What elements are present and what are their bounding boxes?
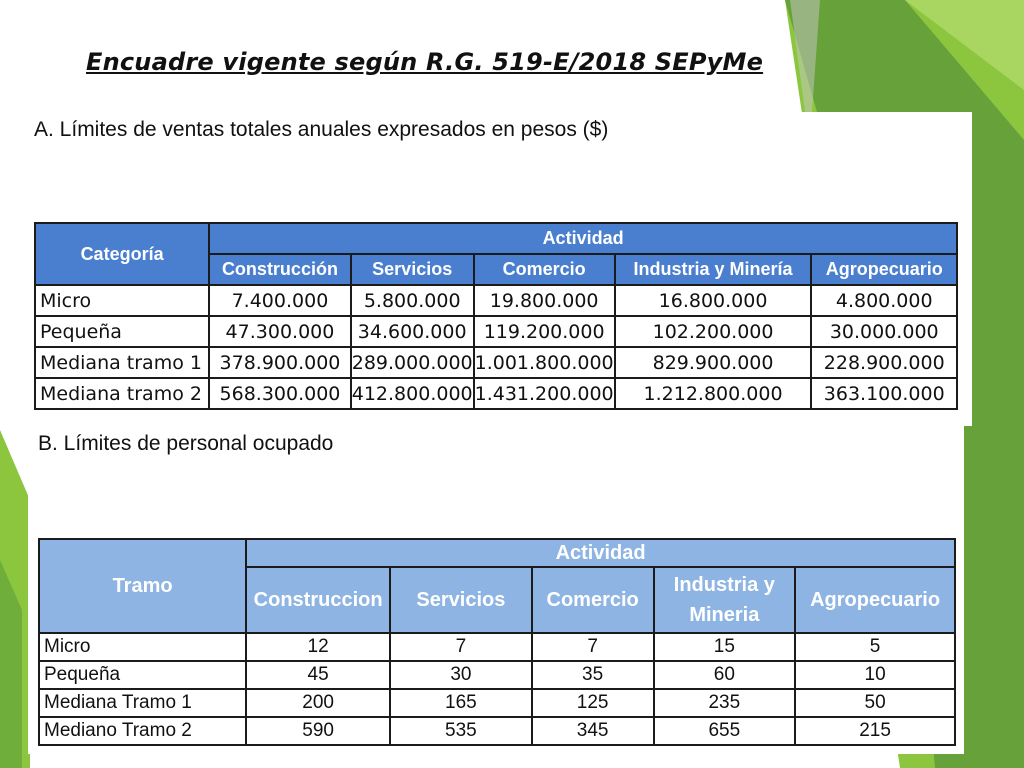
column-header: Servicios xyxy=(351,254,474,285)
column-header: Comercio xyxy=(474,254,615,285)
table-cell: 30.000.000 xyxy=(811,316,957,347)
tramo-header: Tramo xyxy=(39,539,246,633)
table-cell: 590 xyxy=(246,717,390,745)
table-cell: 1.001.800.000 xyxy=(474,347,615,378)
table-cell: 655 xyxy=(654,717,796,745)
table-row xyxy=(35,285,957,316)
table-cell: 125 xyxy=(532,689,654,717)
table-row xyxy=(39,717,955,745)
table-cell: 412.800.000 xyxy=(351,378,474,409)
table-cell: 289.000.000 xyxy=(351,347,474,378)
row-label: Mediano Tramo 2 xyxy=(39,717,246,745)
table-cell: 7 xyxy=(532,633,654,661)
row-label: Micro xyxy=(35,285,209,316)
column-header: Construccion xyxy=(246,567,390,633)
row-label: Pequeña xyxy=(39,661,246,689)
column-header: Industria y Mineria xyxy=(654,567,796,633)
table-cell: 1.212.800.000 xyxy=(615,378,812,409)
table-row xyxy=(39,661,955,689)
column-header: Agropecuario xyxy=(811,254,957,285)
table-cell: 30 xyxy=(390,661,532,689)
table-cell: 378.900.000 xyxy=(209,347,351,378)
table-cell: 50 xyxy=(795,689,955,717)
table-row xyxy=(35,347,957,378)
table-cell: 5.800.000 xyxy=(351,285,474,316)
column-header: Agropecuario xyxy=(795,567,955,633)
row-label: Mediana tramo 2 xyxy=(35,378,209,409)
table-cell: 19.800.000 xyxy=(474,285,615,316)
slide-title: Encuadre vigente según R.G. 519-E/2018 SEPyMe xyxy=(86,48,764,76)
row-label: Micro xyxy=(39,633,246,661)
table-cell: 200 xyxy=(246,689,390,717)
category-header: Categoría xyxy=(35,223,209,285)
table-cell: 535 xyxy=(390,717,532,745)
table-cell: 45 xyxy=(246,661,390,689)
row-label: Mediana tramo 1 xyxy=(35,347,209,378)
table-row xyxy=(35,378,957,409)
table-cell: 345 xyxy=(532,717,654,745)
table-cell: 235 xyxy=(654,689,796,717)
table-cell: 47.300.000 xyxy=(209,316,351,347)
table-cell: 15 xyxy=(654,633,796,661)
table-cell: 228.900.000 xyxy=(811,347,957,378)
table-cell: 7.400.000 xyxy=(209,285,351,316)
sales-limits-table xyxy=(34,222,958,410)
table-cell: 215 xyxy=(795,717,955,745)
table-cell: 1.431.200.000 xyxy=(474,378,615,409)
table-cell: 10 xyxy=(795,661,955,689)
table-cell: 4.800.000 xyxy=(811,285,957,316)
table-row xyxy=(39,633,955,661)
table-cell: 119.200.000 xyxy=(474,316,615,347)
table-cell: 829.900.000 xyxy=(615,347,812,378)
table-cell: 363.100.000 xyxy=(811,378,957,409)
sales-limits-heading: A. Límites de ventas totales anuales expresados en pesos ($) xyxy=(34,118,609,141)
activity-group-header: Actividad xyxy=(209,223,957,254)
column-header: Industria y Minería xyxy=(615,254,812,285)
row-label: Pequeña xyxy=(35,316,209,347)
activity-group-header: Actividad xyxy=(246,539,955,567)
table-row xyxy=(35,316,957,347)
table-cell: 102.200.000 xyxy=(615,316,812,347)
column-header: Servicios xyxy=(390,567,532,633)
table-cell: 35 xyxy=(532,661,654,689)
staff-limits-table xyxy=(38,538,956,746)
row-label: Mediana Tramo 1 xyxy=(39,689,246,717)
table-cell: 34.600.000 xyxy=(351,316,474,347)
staff-limits-heading: B. Límites de personal ocupado xyxy=(38,432,334,455)
table-cell: 568.300.000 xyxy=(209,378,351,409)
column-header: Construcción xyxy=(209,254,351,285)
table-cell: 12 xyxy=(246,633,390,661)
table-cell: 60 xyxy=(654,661,796,689)
table-cell: 16.800.000 xyxy=(615,285,812,316)
column-header: Comercio xyxy=(532,567,654,633)
table-row xyxy=(39,689,955,717)
table-cell: 5 xyxy=(795,633,955,661)
table-cell: 165 xyxy=(390,689,532,717)
table-cell: 7 xyxy=(390,633,532,661)
